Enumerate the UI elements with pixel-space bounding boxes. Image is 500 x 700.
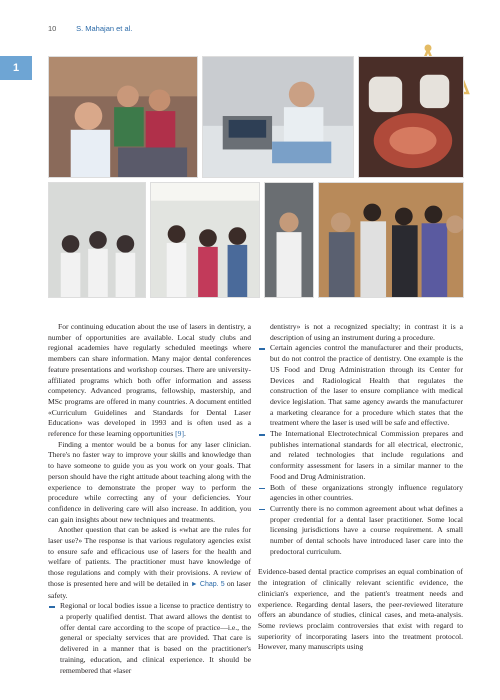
list-item: The International Electrotechnical Commission prepares and publishes international standards for all electrical, electronic, and related technologies that include regulations and conformity assessment for lasers in a similar manner to the Food and Drug Administration. — [258, 429, 463, 483]
list-item: Regional or local bodies issue a license to practice dentistry to a properly qualified dentist. That award allows the dentist to offer dental care according to the scope of practice—i.e., the general or specialty services that are provided. That care is delivered in a manner that is based on the practitioner's training, education, and clinical experience. It should be remembered that «laser — [48, 601, 251, 676]
workshop-photo-icon — [264, 182, 314, 298]
chapter-crossref-link[interactable]: ► Chap. 5 — [190, 580, 225, 588]
paragraph: For continuing education about the use of lasers in dentistry, a number of opportunities are available. Local study clubs and regional academies have regularly scheduled meetings where members can share information. Many major dental conferences feature presentations and workshop courses. There are university-affiliated programs which both offer information and assess competency. Advanced programs, fellowship, mastership, and MSc programs are offered in many countries. A document entitled «Curriculum Guidelines and Standards for Dental Laser Education» was developed in 1993 and is often used as a reference for these learning opportunities [9]. — [48, 322, 251, 439]
participants-photo-icon — [318, 182, 464, 298]
list-item: Currently there is no common agreement about what defines a proper credential for a dental laser practitioner. Some local licensing jurisdictions have a course requirement. A small number of dental schools have introduced laser care into the predoctoral curriculum. — [258, 504, 463, 558]
chapter-tab: 1 — [0, 56, 32, 80]
page-number: 10 — [48, 24, 57, 33]
paragraph: Finding a mentor would be a bonus for any laser clinician. There's no faster way to improve your skills and knowledge than to have someone to guide you as you work on your goals. That person should have the right attitude about teaching along with the experience to demonstrate the proper way to perform the procedure while correcting any of your deficiencies. Your confidence in delivering care will also increase. In addition, you can gain insights about new techniques and treatments. — [48, 439, 251, 524]
running-header — [48, 24, 132, 33]
running-authors: S. Mahajan et al. — [76, 24, 133, 33]
classroom-photo-icon — [48, 182, 146, 298]
paragraph: Evidence-based dental practice comprises an equal combination of the integration of clinically relevant scientific evidence, the clinician's experience, and the patient's treatment needs and experience. Regarding dental lasers, the peer-reviewed literature offers an abundance of studies, clinical cases, and meta-analysis. Some reviews proclaim controversies that exist with regard to superiority of incorporating lasers into the treatment protocol. However, many manuscripts using — [258, 567, 463, 652]
list-item: Both of these organizations strongly influence regulatory agencies in other countries. — [258, 483, 463, 504]
right-text-column — [258, 322, 463, 653]
list-item: Certain agencies control the manufacturer and their products, but do not control the practice of dentistry. One example is the US Food and Drug Administration through its Center for Devices and Radiological Health that regulates the construction of the laser to ensure compliance with medical device legislation. That same agency awards the manufacturer a marketing clearance for a procedure which states that the treatment where the laser is used will be safe and effective. — [258, 343, 463, 429]
surgery-closeup-photo-icon — [358, 56, 464, 178]
laser-device-photo-icon — [202, 56, 354, 178]
group-training-photo-icon — [48, 56, 198, 178]
list-item-continued: dentistry» is not a recognized specialty; in contrast it is a description of using an instrument during a procedure. — [270, 322, 463, 342]
citation-link[interactable]: [9] — [175, 429, 184, 439]
lab-photo-icon — [150, 182, 260, 298]
left-text-column — [48, 322, 251, 676]
paragraph: Another question that can be asked is «what are the rules for laser use?» The response is that various regulatory agencies exist to ensure safe and efficacious use of lasers for the health and welfare of patients. The practitioner must have knowledge of those regulations and comply with their provisions. A review of those is presented here and will be detailed in ► Chap. 5 on laser safety. — [48, 525, 251, 600]
